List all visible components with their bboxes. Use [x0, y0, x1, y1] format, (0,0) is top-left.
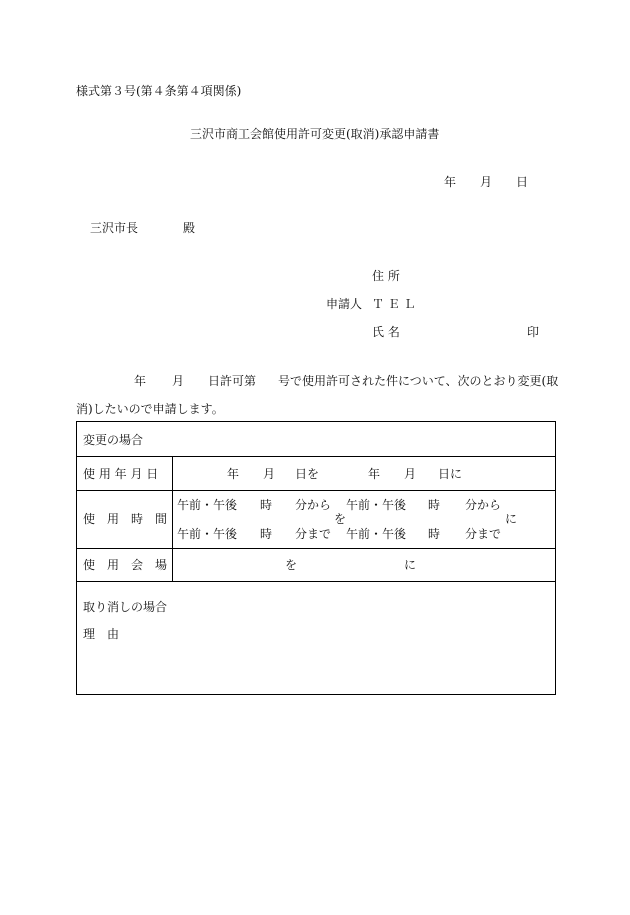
application-table	[76, 421, 556, 695]
applicant-role-label: 申請人	[326, 297, 363, 311]
use-date-label: 使 用 年 月 日	[83, 467, 159, 481]
applicant-address-label: 住 所	[372, 269, 400, 283]
date-year: 年	[444, 175, 457, 189]
applicant-name-label: 氏 名	[372, 325, 400, 339]
use-date-to-month: 月	[404, 467, 417, 481]
venue-label: 使 用 会 場	[83, 558, 168, 572]
use-time-label: 使 用 時 間	[83, 512, 168, 526]
venue-wo: を	[285, 558, 298, 572]
body-line1-rest: 号で使用許可された件について、次のとおり変更(取	[278, 374, 559, 388]
time-from-minute: 分から	[295, 498, 332, 512]
body-line2: 消)したいので申請します。	[76, 402, 224, 416]
time-from-ampm: 午前・午後	[177, 498, 238, 512]
time-ni: に	[505, 512, 518, 526]
body-year: 年	[134, 374, 147, 388]
reason-label: 理 由	[83, 627, 120, 641]
time-to-hour: 時	[260, 527, 273, 541]
time-to2-ampm: 午前・午後	[346, 527, 407, 541]
body-day-permit: 日許可第	[208, 374, 257, 388]
form-number: 様式第３号(第４条第４項関係)	[76, 84, 242, 98]
document-title: 三沢市商工会館使用許可変更(取消)承認申請書	[190, 127, 440, 141]
applicant-tel-label: Ｔ Ｅ Ｌ	[372, 297, 416, 311]
date-day: 日	[516, 175, 529, 189]
time-from2-hour: 時	[428, 498, 441, 512]
time-from2-minute: 分から	[465, 498, 502, 512]
date-month: 月	[480, 175, 493, 189]
time-to2-hour: 時	[428, 527, 441, 541]
use-date-to-day: 日に	[438, 467, 463, 481]
use-date-from-year: 年	[227, 467, 240, 481]
addressee-honorific: 殿	[183, 221, 196, 235]
seal-mark: 印	[527, 325, 540, 339]
time-to-minute: 分まで	[295, 527, 332, 541]
time-to-ampm: 午前・午後	[177, 527, 238, 541]
use-date-to-year: 年	[368, 467, 381, 481]
time-from2-ampm: 午前・午後	[346, 498, 407, 512]
addressee-name: 三沢市長	[90, 221, 139, 235]
time-to2-minute: 分まで	[465, 527, 502, 541]
time-from-hour: 時	[260, 498, 273, 512]
time-wo: を	[334, 512, 347, 526]
use-date-from-day: 日を	[295, 467, 320, 481]
use-date-from-month: 月	[263, 467, 276, 481]
body-month: 月	[172, 374, 185, 388]
venue-ni: に	[404, 558, 417, 572]
change-section-header: 変更の場合	[83, 433, 144, 447]
cancel-section-header: 取り消しの場合	[83, 600, 168, 614]
